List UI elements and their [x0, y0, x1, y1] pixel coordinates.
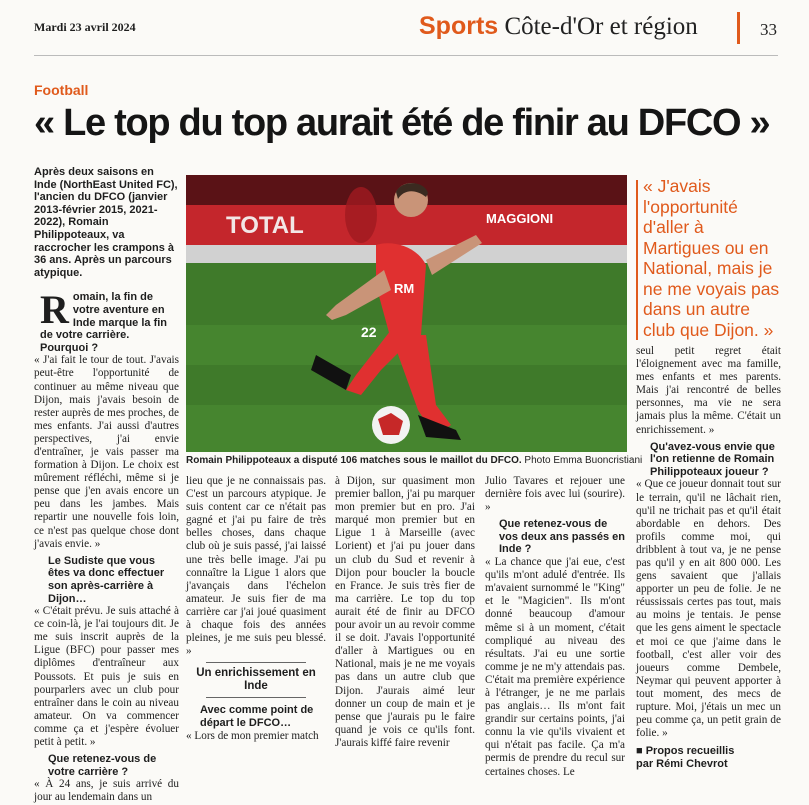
question-4: Avec comme point de départ le DFCO…	[200, 704, 314, 729]
column-2	[186, 475, 326, 743]
question-5: Que retenez-vous de vos deux ans passés en Inde ?	[499, 518, 625, 556]
answer-2: « C'était prévu. Je suis attaché à ce coin-là, je l'ai toujours dit. Je me suis inscrit auprès de la Ligue (BFC) pour passer mes diplômes d'entraîneur aux Poussots. Et puis je suis en pourparlers avec un club pour entraîner dans le coin au niveau amateur. On va commencer comme ça et j'espère évoluer petit à petit. »	[34, 605, 179, 749]
drop-cap: R	[40, 287, 69, 333]
column-5	[636, 345, 781, 771]
subheading: Un enrichissement en Inde	[196, 667, 316, 693]
stadium-board-1: TOTAL	[226, 212, 304, 239]
section-header	[419, 12, 698, 41]
answer-3: « À 24 ans, je suis arrivé du jour au lendemain dans un	[34, 778, 179, 804]
photo-caption	[186, 455, 643, 466]
pullquote-rule	[636, 180, 638, 340]
column-4-top: Julio Tavares et rejouer une dernière fois avec lui (sourire). »	[485, 475, 625, 514]
column-5-text: seul petit regret était l'éloignement avec ma famille, mes enfants et mes parents. Mais j'ai rencontré de belles personnes, ma vie ne sera jamais plus la même. C'était un enrichissement. »	[636, 345, 781, 436]
article-title: « Le top du top aurait été de finir au DFCO »	[34, 102, 770, 144]
byline-name: par Rémi Chevrot	[636, 757, 728, 770]
column-4	[485, 475, 625, 779]
question-6: Qu'avez-vous envie que l'on retienne de Romain Philippoteaux joueur ?	[650, 440, 775, 478]
shorts-number: 22	[361, 324, 377, 340]
section-name: Sports	[419, 12, 499, 40]
question-1-text: omain, la fin de votre aventure en Inde marque la fin de votre carrière. Pourquoi ?	[40, 291, 168, 354]
separator	[206, 662, 306, 663]
pull-quote: « J'avais l'opportunité d'aller à Martigues ou en National, mais je ne me voyais pas dans un autre club que Dijon. »	[643, 176, 780, 340]
answer-5: « La chance que j'ai eue, c'est qu'ils m'ont adulé d'entrée. Ils m'avaient surnommé le "King" et le "Magicien". Ils m'ont donné beaucoup d'amour même si à un moment, c'était compliqué au niveau des résultats. J'ai eu une sortie comme je ne m'y attendais pas. C'était ma première expérience à l'étranger, je ne me parlais pas anglais… Ils m'ont fait grandir sur certains points, j'ai connu la vie qu'ils vivaient et qui n'était pas facile. Ça m'a permis de prendre du recul sur certaines choses. Le	[485, 556, 625, 778]
article-kicker: Football	[34, 82, 89, 98]
question-1	[40, 287, 179, 354]
column-1	[34, 166, 179, 805]
page-number: 33	[760, 20, 777, 39]
column-2-text: lieu que je ne connaissais pas. C'est un parcours atypique. Je suis content car ce n'était pas gagné et j'ai pu faire de très belles choses, dans chaque club où je suis passé, j'ai laissé une très belle image. J'ai pu connaître la Ligue 1 alors que j'avançais dans l'échelon amateur. Je suis fier de ma carrière car j'ai joué quasiment à chaque fois des années pleines, je me suis peu blessé. »	[186, 475, 326, 658]
header-divider	[737, 12, 740, 44]
answer-6: « Que ce joueur donnait tout sur le terrain, qu'il ne lâchait rien, qu'il ne trichait pas et qu'il était abordable en dehors. Des profils comme moi, qui dribblent à tout va, je ne pense pas qu'il y en ait 800 000. Les gens savaient que j'allais apporter un peu de folie. Je ne réussissais certes pas tout, mais au moins je tentais. Je pense que les gens aiment le spectacle et moi ce que j'aime dans le football, c'est aller voir des joueurs comme Dembele, Neymar qui peuvent apporter à tout moment, des mecs de rupture. Moi, j'étais un mec un peu comme ça, un petit grain de folie. »	[636, 478, 781, 740]
byline-lead: Propos recueillis	[645, 745, 735, 758]
answer-1: « J'ai fait le tour de tout. J'avais peut-être l'opportunité de continuer au même niveau que Dijon, mais j'avais besoin de rester auprès de mes proches, de mes enfants. J'ai aussi d'autres perspectives, j'ai envie d'entraîner, je vais passer ma formation à Dijon. Le choix est mûrement réfléchi, même si je pense que j'en avais encore un peu dans les jambes. Mais repartir une nouvelle fois loin, ce n'est pas quelque chose dont j'avais envie. »	[34, 354, 179, 550]
article-chapo: Après deux saisons en Inde (NorthEast United FC), l'ancien du DFCO (janvier 2013-février 2015, 2021-2022), Romain Philippoteaux, va raccrocher les crampons à 36 ans. Après un parcours atypique.	[34, 166, 178, 279]
column-3	[335, 475, 475, 750]
answer-4: « Lors de mon premier match	[186, 729, 319, 742]
stadium-board-2: MAGGIONI	[486, 211, 554, 226]
question-2: Le Sudiste que vous êtes va donc effectuer son après-carrière à Dijon…	[48, 554, 165, 605]
caption-text: Romain Philippoteaux a disputé 106 matches sous le maillot du DFCO.	[186, 455, 522, 466]
article-photo	[186, 175, 627, 452]
issue-date: Mardi 23 avril 2024	[34, 20, 136, 34]
header-rule	[34, 55, 778, 56]
separator	[206, 697, 306, 698]
photo-credit: Photo Emma Buoncristiani	[524, 455, 643, 466]
column-3-text: à Dijon, sur quasiment mon premier ballon, j'ai pu marquer mon premier but en pro. J'ai marqué mon premier but en Ligue 1 à Marseille (avec Lorient) et j'ai pu jouer dans un club du Sud et revenir à Dijon pour boucler la boucle en France. Je suis très fier de ma carrière. Le top du top aurait été de finir au DFCO pour avoir un au revoir comme il se doit. J'avais l'opportunité d'aller à Martigues ou en National, mais je ne me voyais pas dans un autre club que Dijon. J'aurais aimé leur donner un coup de main et je pense que j'aurais pu le faire quand je vois ce qu'ils font. J'aurais kiffé faire revenir	[335, 475, 475, 749]
byline: ■ Propos recueillis par Rémi Chevrot	[636, 745, 735, 770]
question-3: Que retenez-vous de votre carrière ?	[48, 753, 157, 778]
section-region: Côte-d'Or et région	[504, 13, 698, 40]
shirt-sponsor: RM	[394, 281, 415, 296]
